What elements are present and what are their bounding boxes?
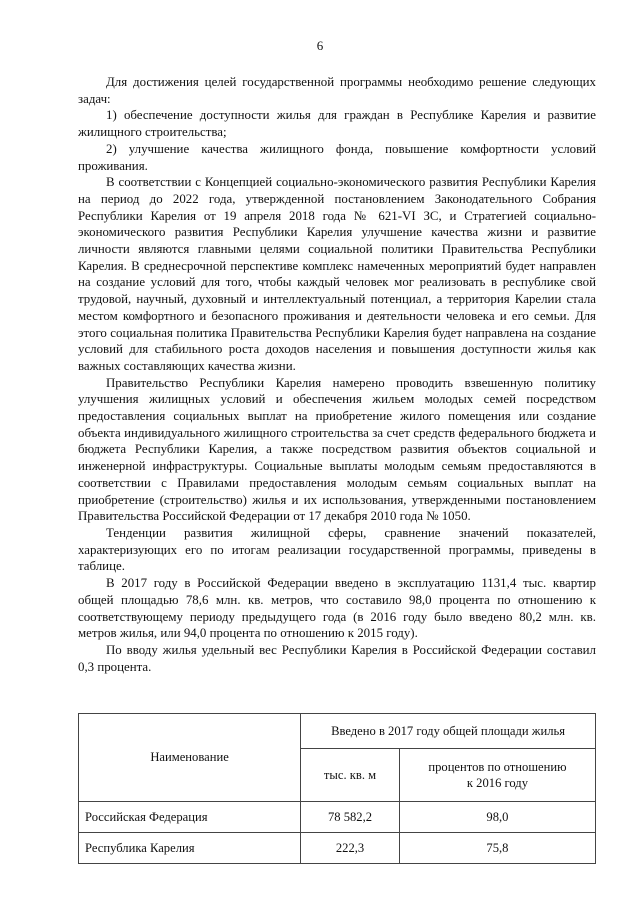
paragraph: 1) обеспечение доступности жилья для граждан в Республике Карелия и развитие жилищного строительства; xyxy=(78,108,596,140)
housing-table xyxy=(78,713,596,864)
header-group: Введено в 2017 году общей площади жилья xyxy=(301,714,596,749)
header-area: тыс. кв. м xyxy=(301,749,400,802)
table-row xyxy=(79,802,596,833)
paragraph: В соответствии с Концепцией социально-экономического развития Республики Карелия на период до 2022 года, утвержденной постановлением Законодательного Собрания Республики Карелия от 19 апреля 2018 года № 621-VI ЗС, и Стратегией социально-экономического развития Республики Карелия улучшение качества жизни и развитие личности являются главными целями социальной политики Правительства Республики Карелия. В среднесрочной перспективе комплекс намеченных мероприятий будет направлен на создание условий для того, чтобы каждый человек мог реализовать в республике свой трудовой, научный, духовный и интеллектуальный потенциал, а территория Карелии стала местом комфортного и безопасного проживания и деятельности человека и его семьи. Для этого социальная политика Правительства Республики Карелия будет направлена на создание условий для стабильного роста доходов населения и повышения доступности жилья как важных составляющих качества жизни. xyxy=(78,175,596,373)
header-percent xyxy=(399,749,595,802)
row-area: 78 582,2 xyxy=(301,802,400,833)
row-percent: 98,0 xyxy=(399,802,595,833)
paragraph: Правительство Республики Карелия намерено проводить взвешенную политику улучшения жилищных условий и обеспечения жильем молодых семей посредством предоставления социальных выплат на приобретение жилого помещения или создание объекта индивидуального жилищного строительства за счет средств федерального бюджета и бюджета Республики Карелия, а также посредством развития объектов социальной и инженерной инфраструктуры. Социальные выплаты молодым семьям предоставляются в соответствии с Правилами предоставления молодым семьям социальных выплат на приобретение (строительство) жилья и их использования, утвержденными постановлением Правительства Российской Федерации от 17 декабря 2010 года № 1050. xyxy=(78,375,596,524)
paragraph: В 2017 году в Российской Федерации введено в эксплуатацию 1131,4 тыс. квартир общей площадью 78,6 млн. кв. метров, что составило 98,0 процента по отношению к соответствующему периоду предыдущего года (в 2016 году было введено 80,2 млн. кв. метров жилья, или 94,0 процента по отношению к 2015 году). xyxy=(78,576,596,641)
paragraph: Тенденции развития жилищной сферы, сравнение значений показателей, характеризующих его по итогам реализации государственной программы, приведены в таблице. xyxy=(78,525,596,574)
header-percent-line1: процентов по отношению xyxy=(428,760,567,774)
header-percent-line2: к 2016 году xyxy=(466,776,528,790)
paragraph: По вводу жилья удельный вес Республики Карелия в Российской Федерации составил 0,3 процента. xyxy=(78,642,596,674)
header-name: Наименование xyxy=(79,714,301,802)
table-row xyxy=(79,833,596,864)
row-area: 222,3 xyxy=(301,833,400,864)
row-name: Российская Федерация xyxy=(79,802,301,833)
paragraph: 2) улучшение качества жилищного фонда, повышение комфортности условий проживания. xyxy=(78,141,596,173)
paragraph: Для достижения целей государственной программы необходимо решение следующих задач: xyxy=(78,75,596,106)
row-name: Республика Карелия xyxy=(79,833,301,864)
row-percent: 75,8 xyxy=(399,833,595,864)
page-number: 6 xyxy=(316,38,324,53)
document-body xyxy=(78,74,596,675)
